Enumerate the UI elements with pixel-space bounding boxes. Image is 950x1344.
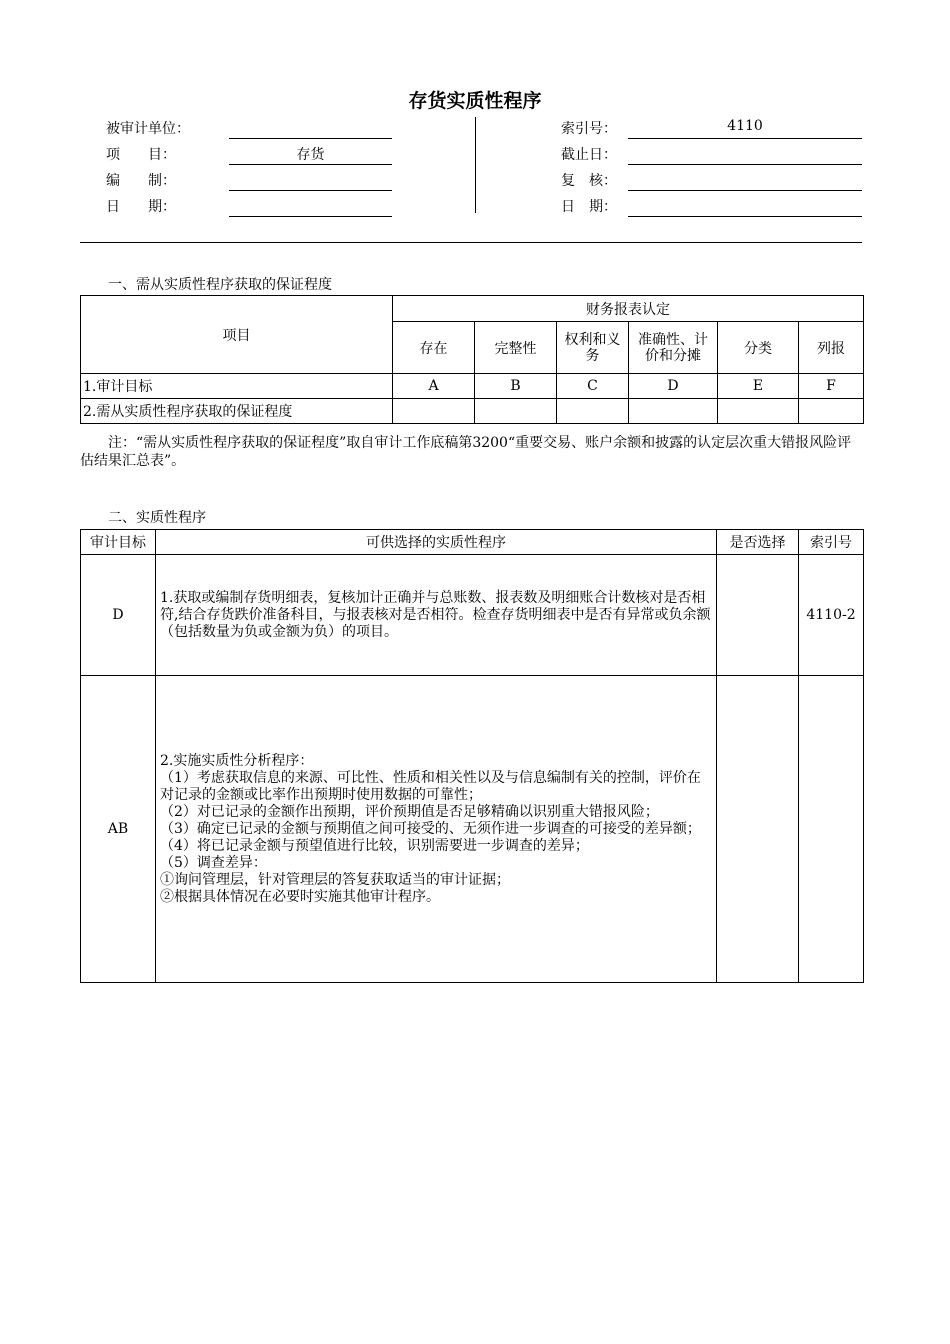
preparer-label: 编 制：	[106, 173, 176, 189]
assertions-header: 财务报表认定	[393, 296, 864, 322]
review-date-label: 日 期：	[561, 199, 617, 215]
audited-unit-label: 被审计单位：	[106, 121, 190, 137]
item-header: 项目	[81, 296, 393, 374]
cell[interactable]	[799, 399, 864, 424]
procedure-cell: 2.实施实质性分析程序： （1）考虑获取信息的来源、可比性、性质和相关性以及与信息编制有关的控制，评价在对记录的金额或比率作出预期时使用数据的可靠性； （2）对已记录的金额作出预期，评价预期值是否足够精确以识别重大错报风险； （3）确定已记录的金额与预期值之间可接受的、无须作进一步调查的可接受的差异额； （4）将已记录金额与预望值进行比较，识别需要进一步调查的差异； （5）调查差异： ①询问管理层，针对管理层的答复获取适当的审计证据； ②根据具体情况在必要时实施其他审计程序。	[156, 676, 717, 983]
header-index: 索引号	[799, 530, 864, 555]
header-separator	[80, 242, 862, 243]
cell[interactable]	[393, 399, 475, 424]
col-classification: 分类	[718, 322, 799, 374]
cutoff-date-label: 截止日：	[561, 147, 617, 163]
objective-cell: D	[81, 555, 156, 676]
cell[interactable]	[718, 399, 799, 424]
cell[interactable]	[475, 399, 557, 424]
header-divider	[475, 117, 476, 213]
section1-note: 注：“需从实质性程序获取的保证程度”取自审计工作底稿第3200“重要交易、账户余额和披露的认定层次重大错报风险评估结果汇总表”。	[80, 435, 852, 469]
reviewer-line	[628, 190, 862, 191]
selected-cell[interactable]	[717, 676, 799, 983]
reviewer-label: 复 核：	[561, 173, 617, 189]
col-accuracy-valuation: 准确性、计价和分摊	[629, 322, 718, 374]
cell: F	[799, 374, 864, 399]
item-value[interactable]: 存货	[296, 147, 325, 163]
row-label: 1.审计目标	[81, 374, 393, 399]
cell: C	[557, 374, 629, 399]
date-label: 日 期：	[106, 199, 176, 215]
col-presentation: 列报	[799, 322, 864, 374]
table-row	[81, 555, 864, 676]
index-cell	[799, 676, 864, 983]
page-title: 存货实质性程序	[408, 90, 542, 112]
selected-cell[interactable]	[717, 555, 799, 676]
col-existence: 存在	[393, 322, 475, 374]
index-no-value[interactable]: 4110	[727, 118, 763, 134]
procedures-table	[80, 529, 864, 983]
audited-unit-line	[229, 138, 392, 139]
index-no-line	[628, 138, 862, 139]
cell: A	[393, 374, 475, 399]
preparer-line	[229, 190, 392, 191]
objective-cell: AB	[81, 676, 156, 983]
header-procedure: 可供选择的实质性程序	[156, 530, 717, 555]
date-line	[229, 216, 392, 217]
cell: E	[718, 374, 799, 399]
index-cell: 4110-2	[799, 555, 864, 676]
table-row	[81, 399, 864, 424]
assurance-table	[80, 295, 864, 424]
cell[interactable]	[557, 399, 629, 424]
header-objective: 审计目标	[81, 530, 156, 555]
section1-heading: 一、需从实质性程序获取的保证程度	[108, 277, 332, 293]
cell: D	[629, 374, 718, 399]
index-no-label: 索引号：	[561, 121, 617, 137]
review-date-line	[628, 216, 862, 217]
header-selected: 是否选择	[717, 530, 799, 555]
col-rights-obligations: 权利和义务	[557, 322, 629, 374]
item-label: 项 目：	[106, 147, 176, 163]
cell[interactable]	[629, 399, 718, 424]
row-label: 2.需从实质性程序获取的保证程度	[81, 399, 393, 424]
table-row	[81, 676, 864, 983]
col-completeness: 完整性	[475, 322, 557, 374]
procedure-cell: 1.获取或编制存货明细表，复核加计正确并与总账数、报表数及明细账合计数核对是否相符,结合存货跌价准备科目，与报表核对是否相符。检查存货明细表中是否有异常或负余额（包括数量为负或金额为负）的项目。	[156, 555, 717, 676]
item-line	[229, 164, 392, 165]
section2-heading: 二、实质性程序	[108, 510, 206, 526]
cell: B	[475, 374, 557, 399]
table-row	[81, 374, 864, 399]
cutoff-date-line	[628, 164, 862, 165]
